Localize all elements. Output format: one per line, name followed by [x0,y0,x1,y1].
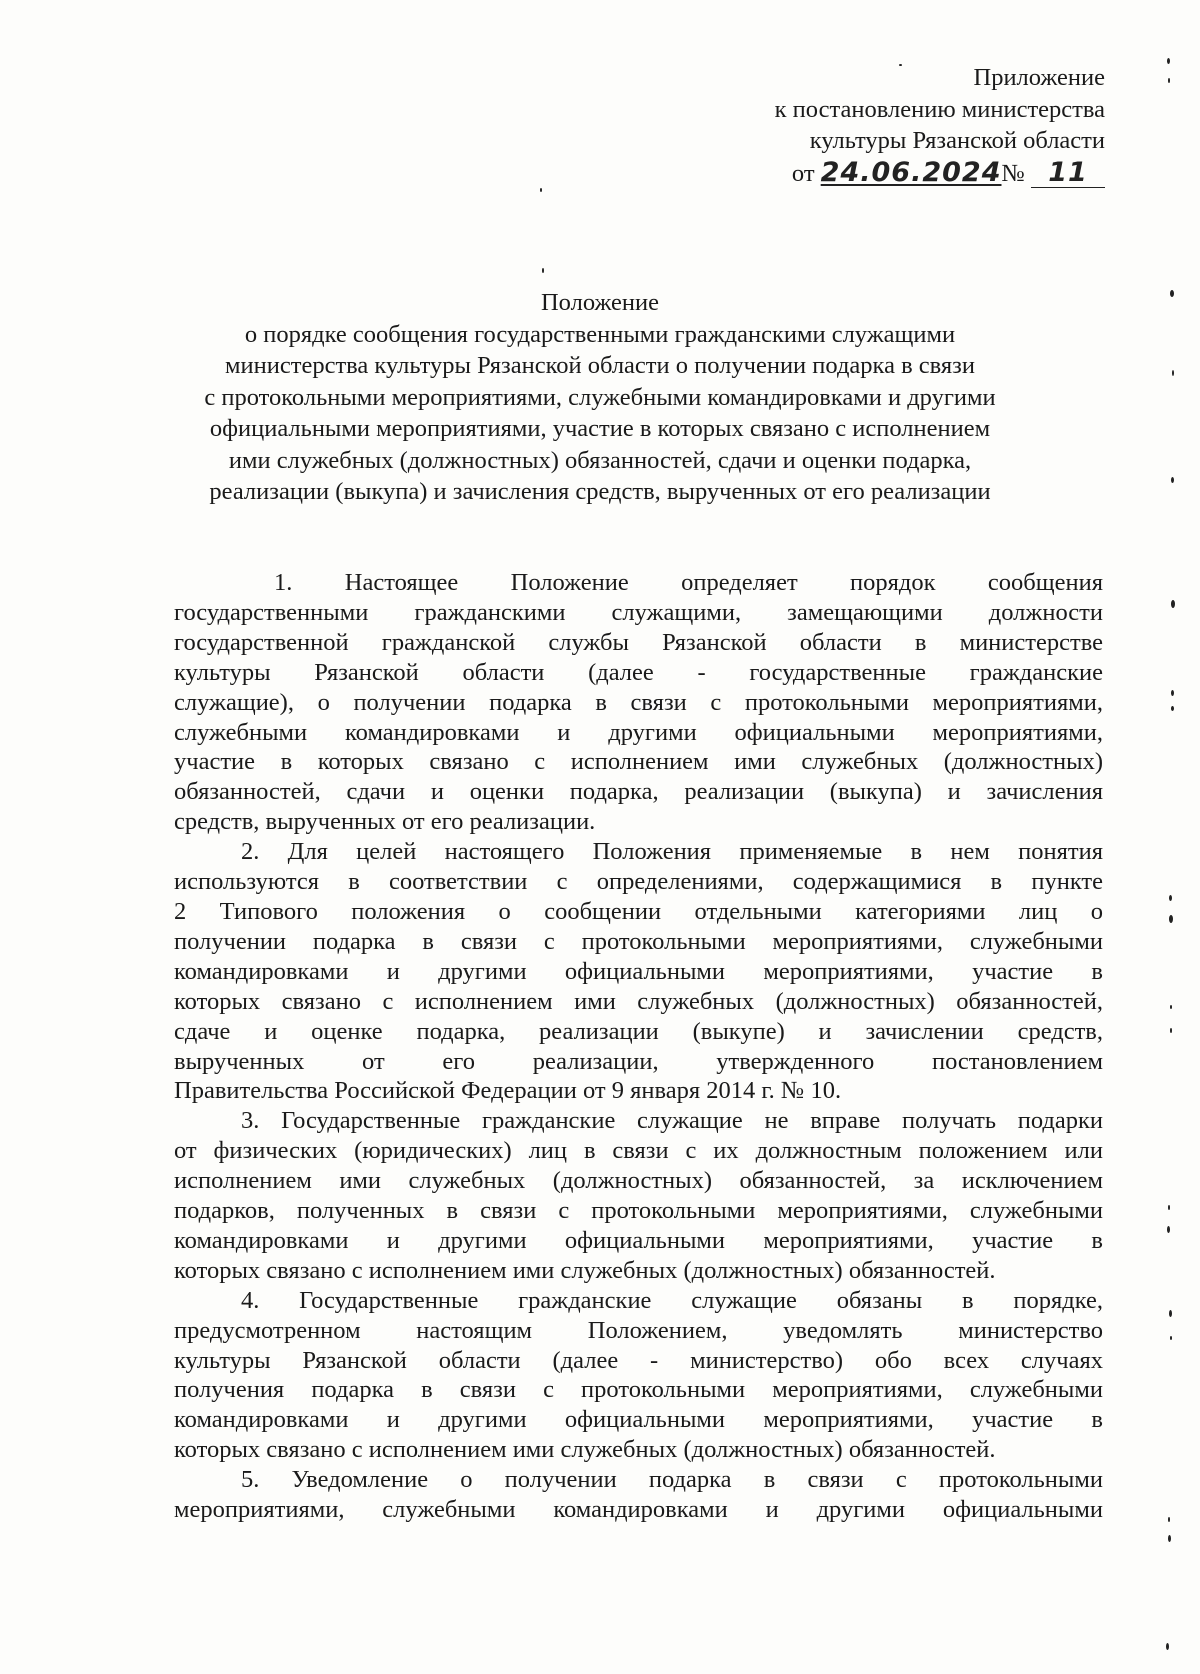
paragraph-3-line: которых связано с исполнением ими служебных (должностных) обязанностей. [174,1256,996,1284]
paragraph-5-line: 5. Уведомление о получении подарка в связи с протокольными [241,1466,1103,1494]
document-title [140,287,1060,508]
paragraph-3-line: от физических (юридических) лиц в связи с их должностным положением или [174,1137,1103,1165]
scan-speck [1168,1205,1170,1210]
handwritten-date: 24.06.2024 [820,156,1002,188]
document-body [174,568,1103,1525]
scan-speck [542,268,544,273]
paragraph-2-line: вырученных от его реализации, утвержденного постановлением [174,1047,1103,1075]
appendix-date-line [775,157,1105,190]
paragraph-2-line: получении подарка в связи с протокольными мероприятиями, служебными [174,927,1103,955]
title-line: официальными мероприятиями, участие в которых связано с исполнением [209,415,991,442]
paragraph-4-line: культуры Рязанской области (далее - министерство) обо всех случаях [174,1346,1103,1374]
scan-speck [1170,1005,1172,1009]
scan-speck [1170,1028,1172,1033]
scan-speck [1168,1535,1171,1542]
scan-speck [1171,690,1174,696]
paragraph-1-line: государственной гражданской службы Рязанской области в министерстве [174,628,1103,656]
scan-speck [1169,1310,1172,1317]
paragraph-2-line: Правительства Российской Федерации от 9 января 2014 г. № 10. [174,1077,842,1105]
scan-speck [1169,895,1172,901]
scan-speck [1168,78,1170,83]
scan-speck [1167,1226,1170,1233]
paragraph-2-line: сдаче и оценке подарка, реализации (выкупе) и зачислении средств, [174,1017,1103,1045]
paragraph-3-line: командировками и другими официальными мероприятиями, участие в [174,1226,1103,1254]
scan-speck [1168,1517,1170,1522]
appendix-reference: к постановлению министерства [774,95,1105,123]
scan-speck [899,64,902,66]
paragraph-4-line: 4. Государственные гражданские служащие обязаны в порядке, [241,1286,1103,1314]
paragraph-1-line: служебными командировками и другими официальными мероприятиями, [174,718,1103,746]
scan-speck [1166,1643,1169,1650]
appendix-label: Приложение [973,64,1105,91]
paragraph-2-line: командировками и другими официальными мероприятиями, участие в [174,957,1103,985]
paragraph-1-line: государственными гражданскими служащими, замещающими должности [174,598,1103,626]
paragraph-2-line: 2 Типового положения о сообщении отдельными категориями лиц о [174,897,1103,925]
title-line: о порядке сообщения государственными гражданскими служащими [244,320,956,348]
paragraph-1-line: культуры Рязанской области (далее - государственные гражданские [174,658,1103,686]
scan-speck [1169,915,1173,923]
title-line: с протокольными мероприятиями, служебными командировками и другими [204,383,996,411]
scan-speck [1171,706,1174,711]
paragraph-4-line: которых связано с исполнением ими служебных (должностных) обязанностей. [174,1436,996,1464]
paragraph-3-line: 3. Государственные гражданские служащие не вправе получать подарки [241,1107,1103,1135]
scan-speck [1171,600,1175,608]
title-line: министерства культуры Рязанской области о получении подарка в связи [225,352,975,379]
paragraph-2-line: используются в соответствии с определениями, содержащимися в пункте [174,868,1103,896]
paragraph-1-line: обязанностей, сдачи и оценки подарка, реализации (выкупа) и зачисления [174,778,1103,806]
scan-speck [1172,370,1174,376]
scan-speck [540,188,542,192]
number-sign: № [1001,159,1025,187]
paragraph-2-line: которых связано с исполнением ими служебных (должностных) обязанностей, [174,987,1103,1015]
scan-speck [1170,1336,1172,1340]
scan-speck [1167,58,1170,64]
title-line: реализации (выкупа) и зачисления средств, вырученных от его реализации [209,478,991,505]
paragraph-1-line: служащие), о получении подарка в связи с протокольными мероприятиями, [174,688,1103,716]
scan-speck [1171,477,1174,483]
paragraph-4-line: предусмотренном настоящим Положением, уведомлять министерство [174,1316,1103,1344]
appendix-header [775,62,1105,189]
scan-speck [1170,290,1174,297]
paragraph-3-line: подарков, полученных в связи с протокольными мероприятиями, служебными [174,1197,1103,1225]
document-number-field [1031,156,1105,188]
appendix-ministry: культуры Рязанской области [809,127,1105,154]
paragraph-1-line: 1. Настоящее Положение определяет порядок сообщения [274,569,1103,596]
date-prefix: от [791,159,815,187]
paragraph-5-line: мероприятиями, служебными командировками и другими официальными [174,1496,1103,1524]
title-heading: Положение [540,289,660,316]
paragraph-4-line: получения подарка в связи с протокольными мероприятиями, служебными [174,1376,1103,1404]
paragraph-1-line: средств, вырученных от его реализации. [174,808,596,836]
paragraph-3-line: исполнением ими служебных (должностных) обязанностей, за исключением [174,1167,1103,1195]
paragraph-4-line: командировками и другими официальными мероприятиями, участие в [174,1406,1103,1434]
handwritten-number: 11 [1048,156,1088,188]
paragraph-2-line: 2. Для целей настоящего Положения применяемые в нем понятия [241,838,1103,866]
title-line: ими служебных (должностных) обязанностей, сдачи и оценки подарка, [228,446,972,474]
paragraph-1-line: участие в которых связано с исполнением ими служебных (должностных) [174,748,1103,776]
